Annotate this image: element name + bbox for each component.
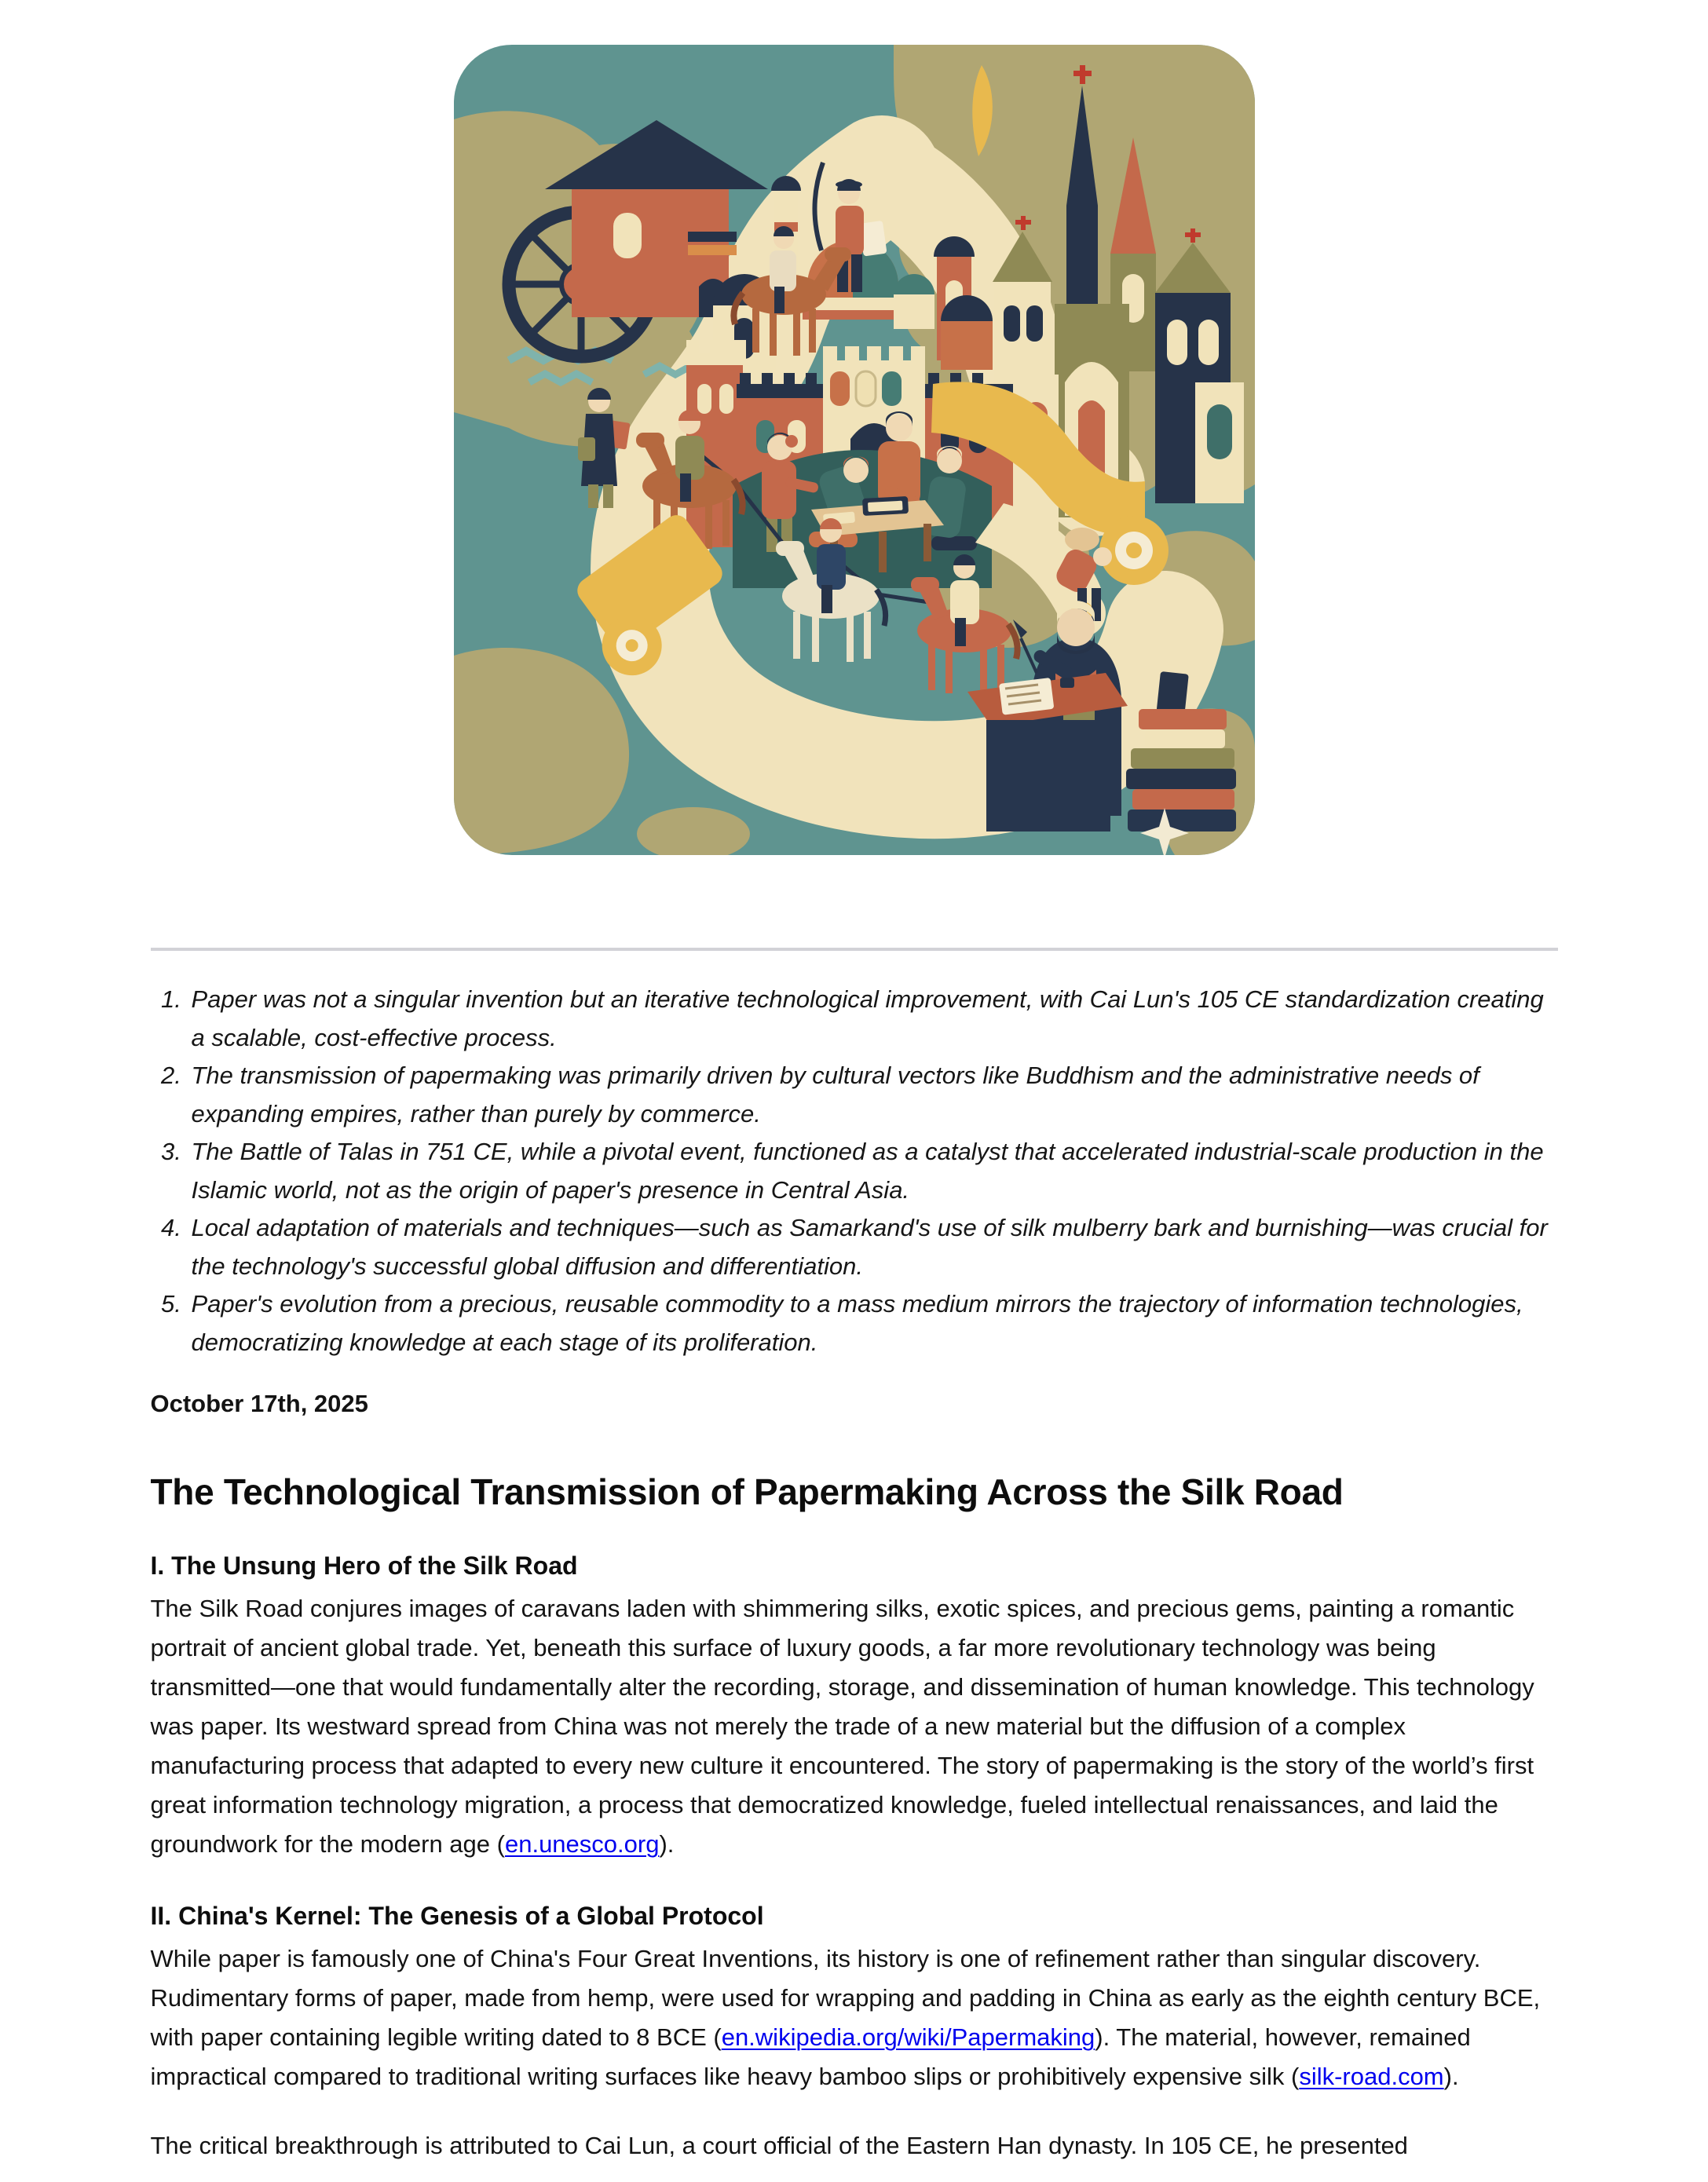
wikipedia-papermaking-link[interactable]: en.wikipedia.org/wiki/Papermaking <box>721 2023 1095 2051</box>
takeaway-item-2: 2. The transmission of papermaking was primarily driven by cultural vectors like Buddhism and the administrative needs of expanding empires, rather than purely by commerce. <box>188 1057 1558 1133</box>
key-takeaways-list <box>151 981 1558 1361</box>
section-2-text-end: ). <box>1443 2063 1459 2090</box>
section-1-heading: I. The Unsung Hero of the Silk Road <box>150 1552 578 1580</box>
section-2-text: While paper is famously one of China's Four Great Inventions, its history is one of refinement rather than singular discovery. Rudimentary forms of paper, made from hemp, were used for wrapping and padding in China as early as the eighth century BCE, with paper containing legible writing dated to 8 BCE ( <box>150 1945 1541 2051</box>
section-1-text: The Silk Road conjures images of caravans laden with shimmering silks, exotic spices, and precious gems, painting a romantic portrait of ancient global trade. Yet, beneath this surface of luxury goods, a far more revolutionary technology was being transmitted—one that would fundamentally alter the recording, storage, and dissemination of human knowledge. This technology was paper. Its westward spread from China was not merely the trade of a new material but the diffusion of a complex manufacturing process that adapted to every new culture it encountered. The story of papermaking is the story of the world’s first great information technology migration, a process that democratized knowledge, fueled intellectual renaissances, and laid the groundwork for the modern age ( <box>150 1595 1534 1858</box>
section-2-heading: II. China's Kernel: The Genesis of a Global Protocol <box>150 1902 764 1930</box>
post-date: October 17th, 2025 <box>150 1390 368 1417</box>
section-2-paragraph-2: The critical breakthrough is attributed to Cai Lun, a court official of the Eastern Han dynasty. In 105 CE, he presented <box>150 2132 1408 2159</box>
unesco-link[interactable]: en.unesco.org <box>504 1830 660 1858</box>
takeaway-item-4: 4. Local adaptation of materials and techniques—such as Samarkand's use of silk mulberry bark and burnishing—was crucial for the technology's successful global diffusion and differentiation. <box>188 1209 1558 1285</box>
section-1-text-end: ). <box>659 1830 675 1858</box>
silk-road-link[interactable]: silk-road.com <box>1299 2063 1444 2090</box>
article-page <box>0 45 1708 2182</box>
takeaway-item-3: 3. The Battle of Talas in 751 CE, while a pivotal event, functioned as a catalyst that accelerated industrial-scale production in the Islamic world, not as the origin of paper's presence in Central Asia. <box>188 1133 1558 1209</box>
article-content <box>151 948 1558 2166</box>
article-title: The Technological Transmission of Papermaking Across the Silk Road <box>150 1471 1344 1512</box>
hero-illustration <box>454 45 1255 855</box>
section-2-text-mid: ). The material, however, remained impractical compared to traditional writing surfaces like heavy bamboo slips or prohibitively expensive silk ( <box>150 2023 1471 2090</box>
section-2-paragraph <box>151 1939 1558 2096</box>
section-1-paragraph <box>151 1589 1558 1864</box>
divider <box>151 948 1558 951</box>
silk-road-illustration <box>454 45 1255 855</box>
takeaway-item-1: 1. Paper was not a singular invention but an iterative technological improvement, with Cai Lun's 105 CE standardization creating a scalable, cost-effective process. <box>188 981 1558 1057</box>
takeaway-item-5: 5. Paper's evolution from a precious, reusable commodity to a mass medium mirrors the trajectory of information technologies, democratizing knowledge at each stage of its proliferation. <box>188 1285 1558 1361</box>
